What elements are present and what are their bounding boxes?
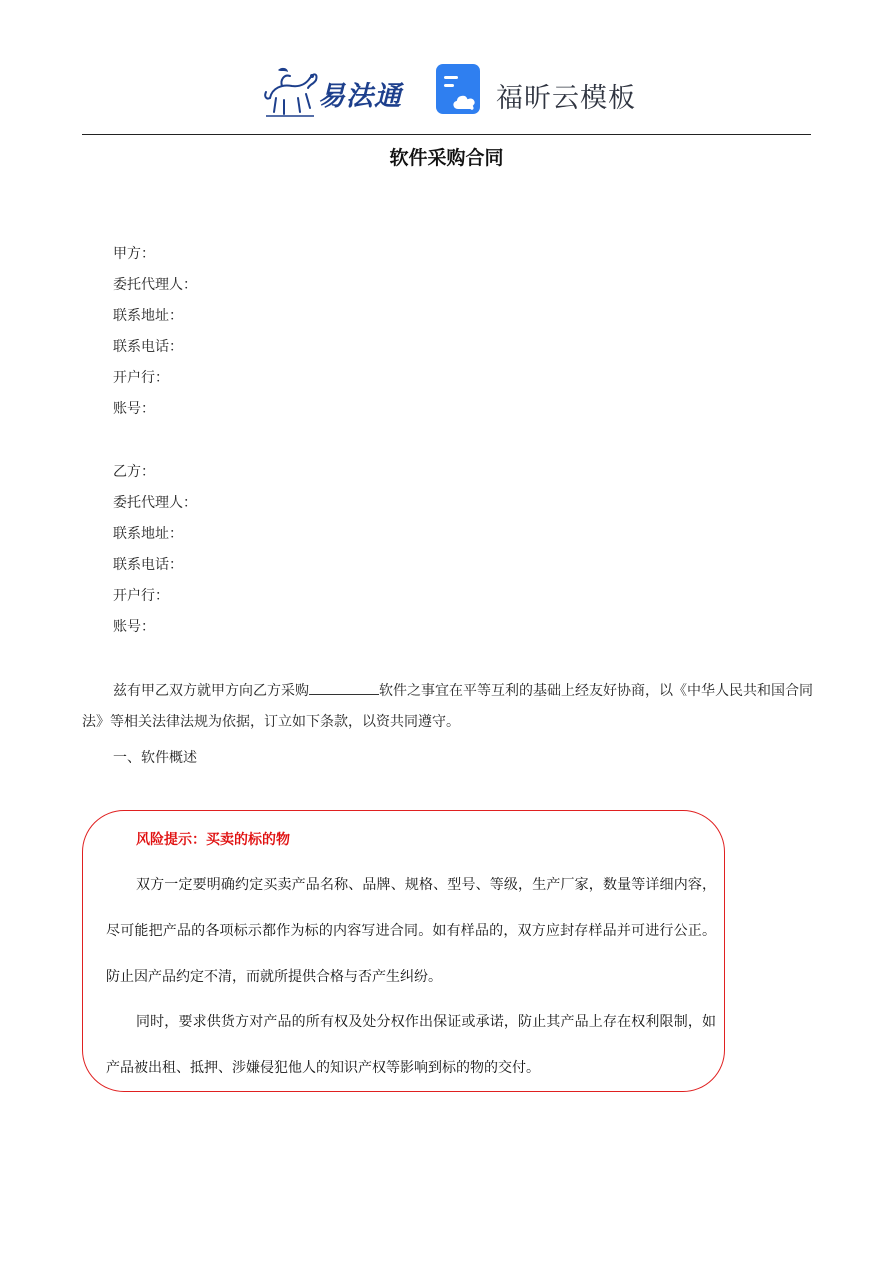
cloud-doc-icon <box>436 64 488 118</box>
party-b-phone: 联系电话： <box>113 557 183 573</box>
party-a-account: 账号： <box>113 401 155 417</box>
yifatong-logo <box>262 62 412 118</box>
header-divider <box>82 134 811 135</box>
party-b-address: 联系地址： <box>113 526 183 542</box>
party-a-agent: 委托代理人： <box>113 277 197 293</box>
foxit-template-logo-text: 福昕云模板 <box>496 83 636 114</box>
qilin-emblem-icon <box>262 62 320 118</box>
party-a-label: 甲方： <box>113 246 155 262</box>
party-a-address: 联系地址： <box>113 308 183 324</box>
intro-paragraph <box>82 676 813 738</box>
risk-tip-title: 风险提示：买卖的标的物 <box>136 832 290 848</box>
party-a-phone: 联系电话： <box>113 339 183 355</box>
software-name-blank[interactable] <box>309 680 379 695</box>
party-b-label: 乙方： <box>113 464 155 480</box>
section-software-overview: 一、软件概述 <box>113 750 197 766</box>
risk-tip-paragraph-1: 双方一定要明确约定买卖产品名称、品牌、规格、型号、等级，生产厂家，数量等详细内容，尽可能把产品的各项标示都作为标的内容写进合同。如有样品的，双方应封存样品并可进行公正。防止因产品约定不清，而就所提供合格与否产生纠纷。 <box>106 877 716 985</box>
risk-tip-paragraph-2: 同时，要求供货方对产品的所有权及处分权作出保证或承诺，防止其产品上存在权利限制，如产品被出租、抵押、涉嫌侵犯他人的知识产权等影响到标的物的交付。 <box>106 1014 716 1076</box>
party-b-account: 账号： <box>113 619 155 635</box>
intro-text-after: 软件之事宜在平等互利的基础上经友好协商，以《中华人民共和国合同法》等相关法律法规为依据，订立如下条款，以资共同遵守。 <box>82 683 813 730</box>
intro-text-before: 兹有甲乙双方就甲方向乙方采购 <box>113 683 309 699</box>
party-a-bank: 开户行： <box>113 370 169 386</box>
yifatong-logo-text: 易法通 <box>318 81 402 112</box>
header-logos <box>0 60 893 124</box>
party-b-bank: 开户行： <box>113 588 169 604</box>
party-b-agent: 委托代理人： <box>113 495 197 511</box>
foxit-template-logo <box>436 64 636 120</box>
document-title: 软件采购合同 <box>389 147 504 169</box>
